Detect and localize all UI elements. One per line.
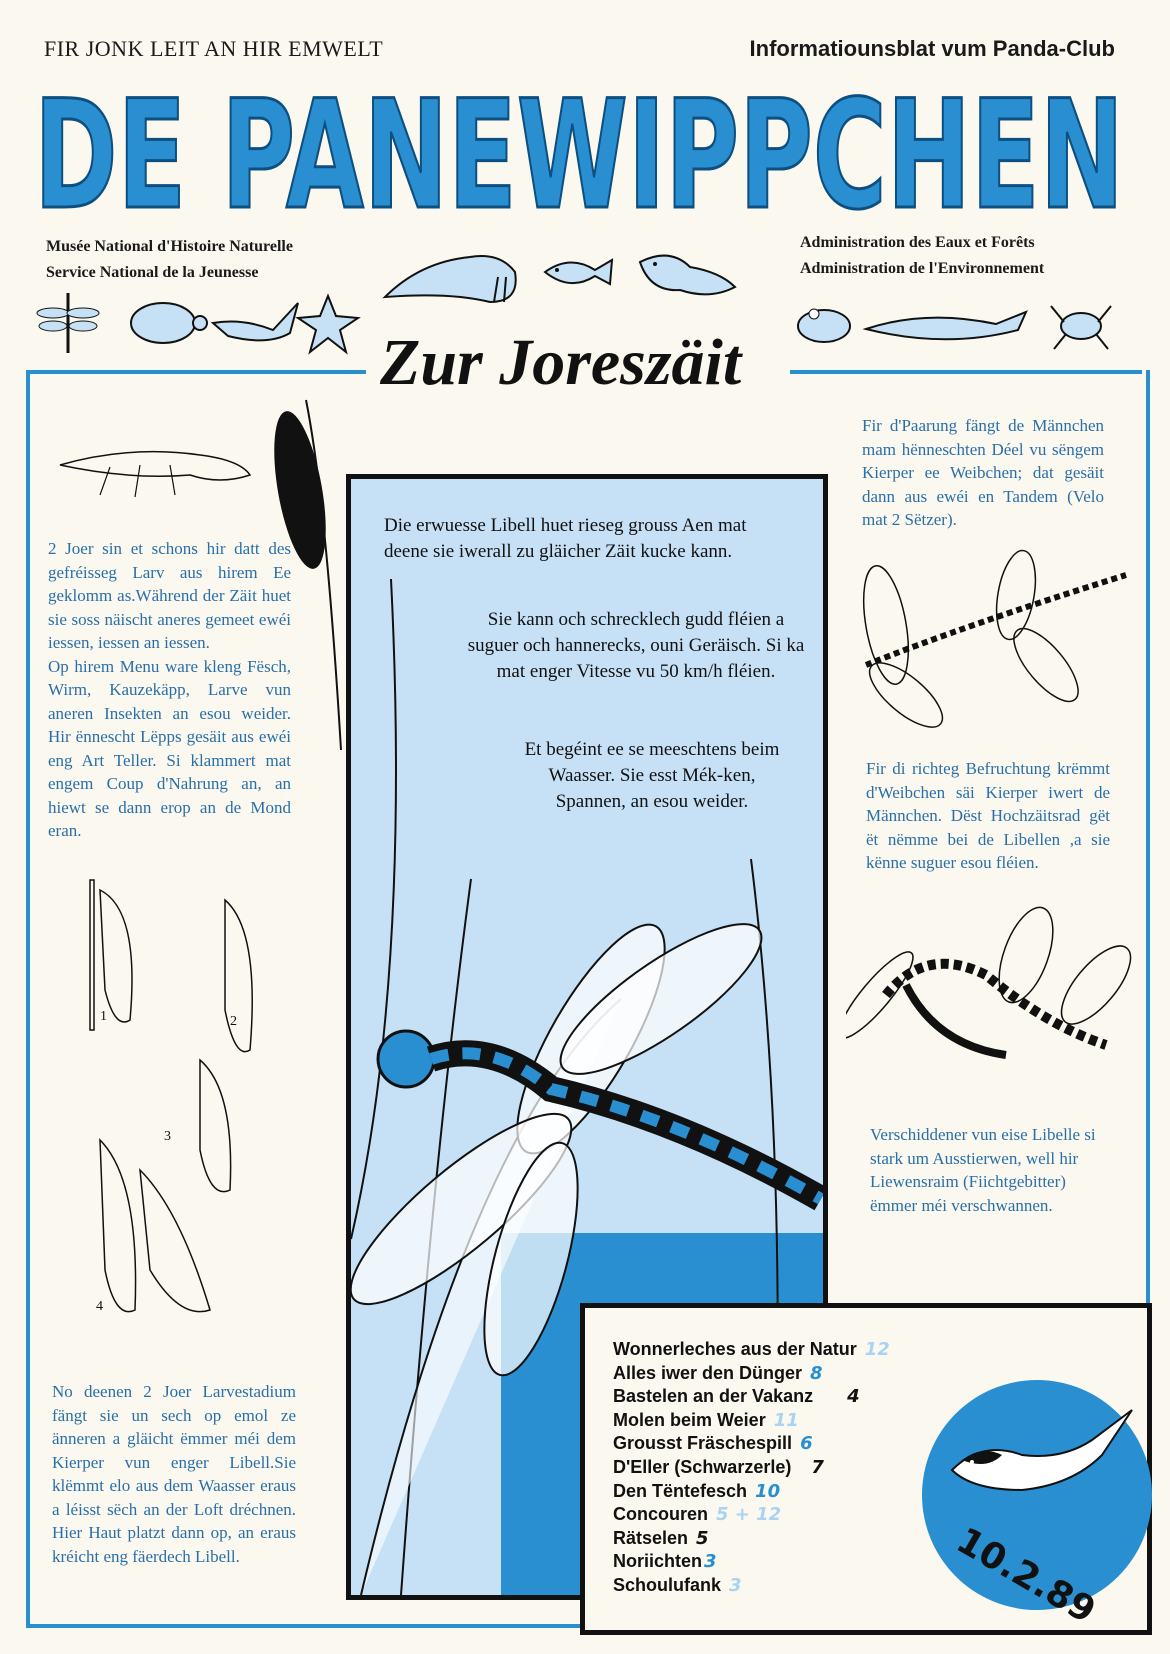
goose-icon (213, 303, 298, 340)
contents-item: Concouren 5 + 12 (613, 1504, 782, 1526)
contents-item: Alles iwer den Dünger 8 (613, 1362, 823, 1384)
contents-item: Den Tëntefesch 10 (613, 1480, 781, 1502)
contents-item: Noriichten 3 (613, 1551, 717, 1573)
title-rule-left (26, 370, 366, 374)
contents-item: Rätselen 5 (613, 1527, 709, 1549)
fish-icon (545, 260, 612, 284)
wagtail-bird-icon (942, 1400, 1142, 1510)
figure-number-3: 3 (164, 1129, 171, 1144)
institution-environment: Administration de l'Environnement (800, 260, 1045, 277)
left-paragraphs (48, 537, 291, 843)
left-paragraph-3: No deenen 2 Joer Larvestadium fängt sie un sech op emol ze änneren a gläicht ëmmer méi dem Kierper vun enger Libell.Sie klëmmt elo aus dem Waasser eraus a léisst sëch an der Loft dréchnen. Hier Haut platzt dann op, an eraus kréicht eng fäerdech Libell. (52, 1382, 296, 1566)
contents-item: Bastelen an der Vakanz 4 (613, 1386, 860, 1408)
contents-item: Schoulufank 3 (613, 1574, 742, 1596)
contents-item: Molen beim Weier 11 (613, 1409, 799, 1431)
masthead-logo (34, 72, 1134, 240)
contents-item: D'Eller (Schwarzerle) 7 (613, 1456, 824, 1478)
institution-forestry: Administration des Eaux et Forêts (800, 234, 1035, 251)
animal-illustrations-top (380, 232, 760, 312)
figure-number-2: 2 (230, 1014, 237, 1029)
left-paragraph-1: 2 Joer sin et schons hir datt des gefréisseg Larv aus hirem Ee geklomm as.Während der Zäit huet sie soss näischt aneres gemeet ewéi iessen, iessen an iessen. (48, 539, 291, 652)
issue-date-badge (922, 1380, 1152, 1632)
masthead-title: DE PANEWIPPCHEN (34, 72, 1124, 240)
institution-youth-service: Service National de la Jeunesse (46, 264, 259, 281)
metamorphosis-illustration (60, 870, 330, 1370)
section-title: Zur Joreszäit (380, 326, 742, 399)
animal-illustrations-left (28, 288, 368, 360)
walrus-icon (385, 256, 516, 302)
tagline: FIR JONK LEIT AN HIR EMWELT (44, 36, 384, 61)
figure-number-4: 4 (96, 1299, 103, 1314)
animal-illustrations-right (796, 294, 1118, 354)
contents-item: Wonnerleches aus der Natur 12 (613, 1339, 890, 1360)
center-paragraph-2: Sie kann och schrecklech gudd fléien a suguer och hannerecks, ouni Geräisch. Si ka mat enger Vitesse vu 50 km/h fléien. (467, 609, 805, 682)
issue-date: 10.2.89 (949, 1520, 1103, 1632)
axolotl-icon (640, 256, 735, 295)
dragonfly-small-icon (37, 293, 99, 353)
starfish-icon (298, 296, 358, 352)
center-paragraph-3: Et begéint ee se meeschtens beim Waasser. Sie esst Mék-ken, Spannen, an esou weider. (524, 739, 780, 812)
contents-list (613, 1338, 890, 1598)
institutions-right (800, 230, 1044, 282)
title-rule-right (790, 370, 1142, 374)
institution-museum: Musée National d'Histoire Naturelle (46, 238, 293, 255)
publication-subtitle: Informatiounsblat vum Panda-Club (749, 36, 1115, 61)
larva-illustration (50, 435, 260, 505)
cattail-illustration (256, 380, 346, 760)
figure-number-1: 1 (100, 1009, 107, 1024)
right-paragraph-2: Fir di richteg Befruchtung krëmmt d'Weibchen säi Kierper iwert de Männchen. Dëst Hochzäitsrad gët ët nëmme bei de Libellen ,a sie kënne suguer esou fléien. (866, 759, 1110, 872)
center-paragraph-1: Die erwuesse Libell huet rieseg grouss Aen mat deene sie iwerall zu gläicher Zäit kucke kann. (384, 515, 747, 562)
left-paragraph-2: Op hirem Menu ware kleng Fësch, Wirm, Kauzekäpp, Larve vun aneren Insekten an esou weider. Hir ënnescht Lëpps gesäit aus ewéi eng Art Teller. Si klammert mat engem Coup d'Nahrung an, an hiewt se dann erop an de Mond eran. (48, 656, 291, 840)
right-paragraph-3: Verschiddener vun eise Libelle si stark um Ausstierwen, well hir Liewensraim (Fiichtgebitter) ëmmer méi verschwannen. (870, 1125, 1096, 1215)
right-paragraph-1: Fir d'Paarung fängt de Männchen mam hënneschten Déel vu sëngem Kierper ee Weibchen; dat gesäit dann aus ewéi en Tandem (Velo mat 2 Sëtzer). (862, 416, 1104, 529)
tandem-dragonflies-illustration (846, 545, 1146, 735)
mating-wheel-illustration (846, 905, 1146, 1110)
frog-icon (798, 309, 850, 342)
contents-item: Grousst Fräschespill 6 (613, 1433, 813, 1455)
institutions-left (46, 234, 293, 286)
whale-icon (866, 312, 1026, 339)
turtle-icon (131, 303, 207, 343)
crab-icon (1051, 306, 1111, 349)
